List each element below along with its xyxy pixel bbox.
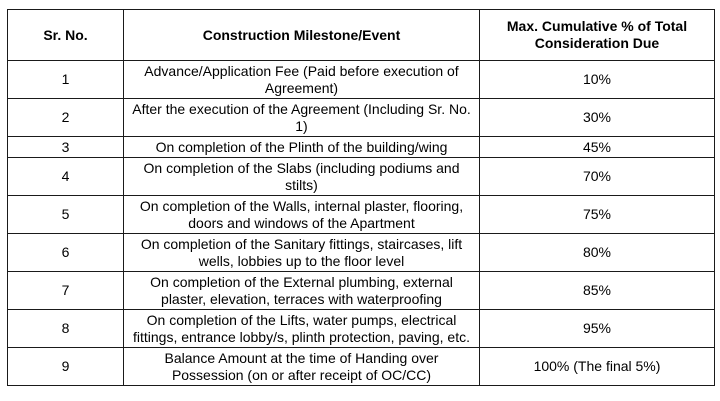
header-sr-no: Sr. No. <box>8 10 124 61</box>
table-row <box>8 137 715 158</box>
payment-schedule-table <box>7 9 715 386</box>
header-row <box>8 10 715 61</box>
pct-cell: 95% <box>480 310 715 348</box>
table-row <box>8 196 715 234</box>
sr-no-cell: 1 <box>8 61 124 99</box>
pct-cell: 75% <box>480 196 715 234</box>
table-row <box>8 234 715 272</box>
pct-cell: 30% <box>480 99 715 137</box>
table-row <box>8 272 715 310</box>
table-row <box>8 99 715 137</box>
milestone-cell: On completion of the Plinth of the building/wing <box>124 137 480 158</box>
pct-cell: 100% (The final 5%) <box>480 348 715 386</box>
milestone-cell: On completion of the Lifts, water pumps, electrical fittings, entrance lobby/s, plinth protection, paving, etc. <box>124 310 480 348</box>
milestone-cell: On completion of the Slabs (including podiums and stilts) <box>124 158 480 196</box>
milestone-cell: Balance Amount at the time of Handing over Possession (on or after receipt of OC/CC) <box>124 348 480 386</box>
table-row <box>8 348 715 386</box>
sr-no-cell: 2 <box>8 99 124 137</box>
milestone-cell: Advance/Application Fee (Paid before execution of Agreement) <box>124 61 480 99</box>
pct-cell: 80% <box>480 234 715 272</box>
milestone-cell: On completion of the Walls, internal plaster, flooring, doors and windows of the Apartment <box>124 196 480 234</box>
pct-cell: 45% <box>480 137 715 158</box>
table-row <box>8 310 715 348</box>
sr-no-cell: 8 <box>8 310 124 348</box>
pct-cell: 85% <box>480 272 715 310</box>
milestone-cell: On completion of the Sanitary fittings, staircases, lift wells, lobbies up to the floor level <box>124 234 480 272</box>
milestone-cell: On completion of the External plumbing, external plaster, elevation, terraces with waterproofing <box>124 272 480 310</box>
payment-schedule <box>7 9 715 386</box>
pct-cell: 10% <box>480 61 715 99</box>
sr-no-cell: 5 <box>8 196 124 234</box>
sr-no-cell: 4 <box>8 158 124 196</box>
milestone-cell: After the execution of the Agreement (Including Sr. No. 1) <box>124 99 480 137</box>
header-milestone: Construction Milestone/Event <box>124 10 480 61</box>
sr-no-cell: 9 <box>8 348 124 386</box>
table-row <box>8 158 715 196</box>
sr-no-cell: 3 <box>8 137 124 158</box>
table-row <box>8 61 715 99</box>
pct-cell: 70% <box>480 158 715 196</box>
sr-no-cell: 7 <box>8 272 124 310</box>
header-max-pct: Max. Cumulative % of Total Consideration Due <box>480 10 715 61</box>
sr-no-cell: 6 <box>8 234 124 272</box>
